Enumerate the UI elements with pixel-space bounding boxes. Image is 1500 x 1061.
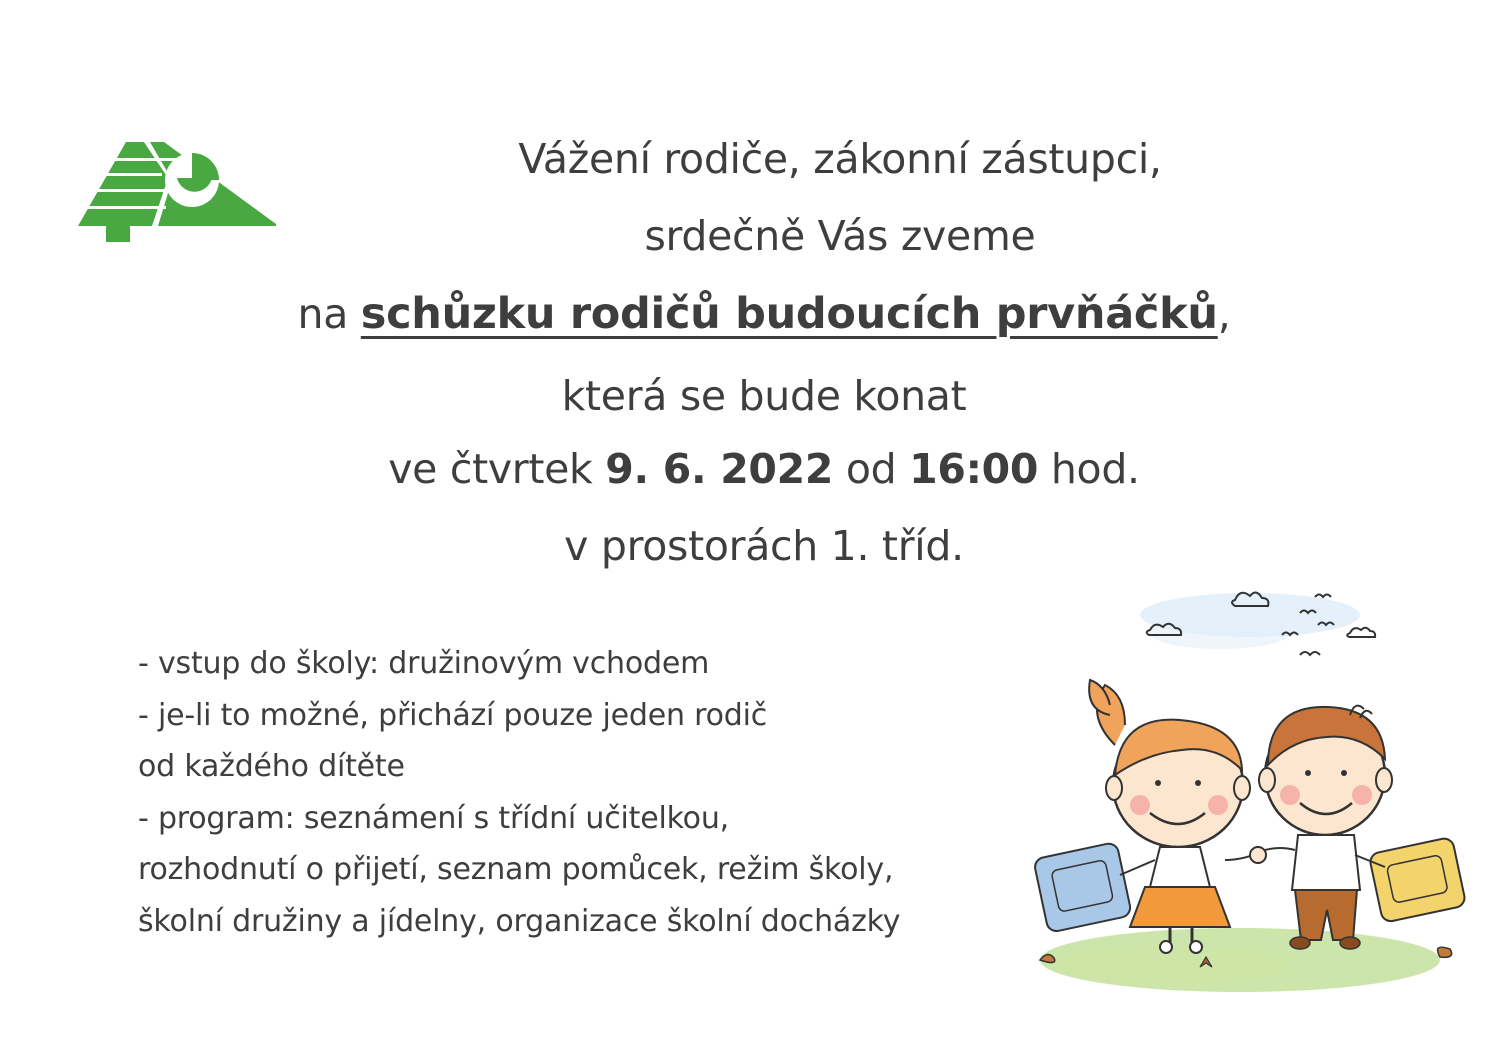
greeting-line: Vážení rodiče, zákonní zástupci,: [518, 135, 1162, 183]
invite-line: srdečně Vás zveme: [644, 212, 1036, 260]
note-line: - je-li to možné, přichází pouze jeden rodič: [138, 697, 768, 733]
children-with-school-bags-illustration-icon: [1020, 575, 1470, 995]
event-name: schůzku rodičů budoucích prvňáčků: [360, 289, 1218, 339]
note-line: od každého dítěte: [138, 749, 405, 784]
date-prefix: ve čtvrtek: [388, 445, 606, 493]
date-time-line: [0, 443, 1500, 495]
event-time: 16:00: [909, 445, 1039, 493]
note-line: školní družiny a jídelny, organizace školní docházky: [138, 903, 901, 939]
location-line: v prostorách 1. tříd.: [564, 522, 964, 570]
event-line: [0, 288, 1500, 340]
place-intro-line: která se bude konat: [561, 372, 967, 420]
event-date: 9. 6. 2022: [605, 445, 834, 493]
note-line: - vstup do školy: družinovým vchodem: [138, 646, 710, 681]
event-suffix: ,: [1217, 290, 1231, 338]
note-line: rozhodnutí o přijetí, seznam pomůcek, režim školy,: [138, 852, 894, 887]
notes-list: [138, 638, 900, 947]
time-prefix: od: [833, 445, 910, 493]
time-suffix: hod.: [1038, 445, 1140, 493]
event-prefix: na: [297, 290, 361, 338]
note-line: - program: seznámení s třídní učitelkou,: [138, 800, 729, 836]
